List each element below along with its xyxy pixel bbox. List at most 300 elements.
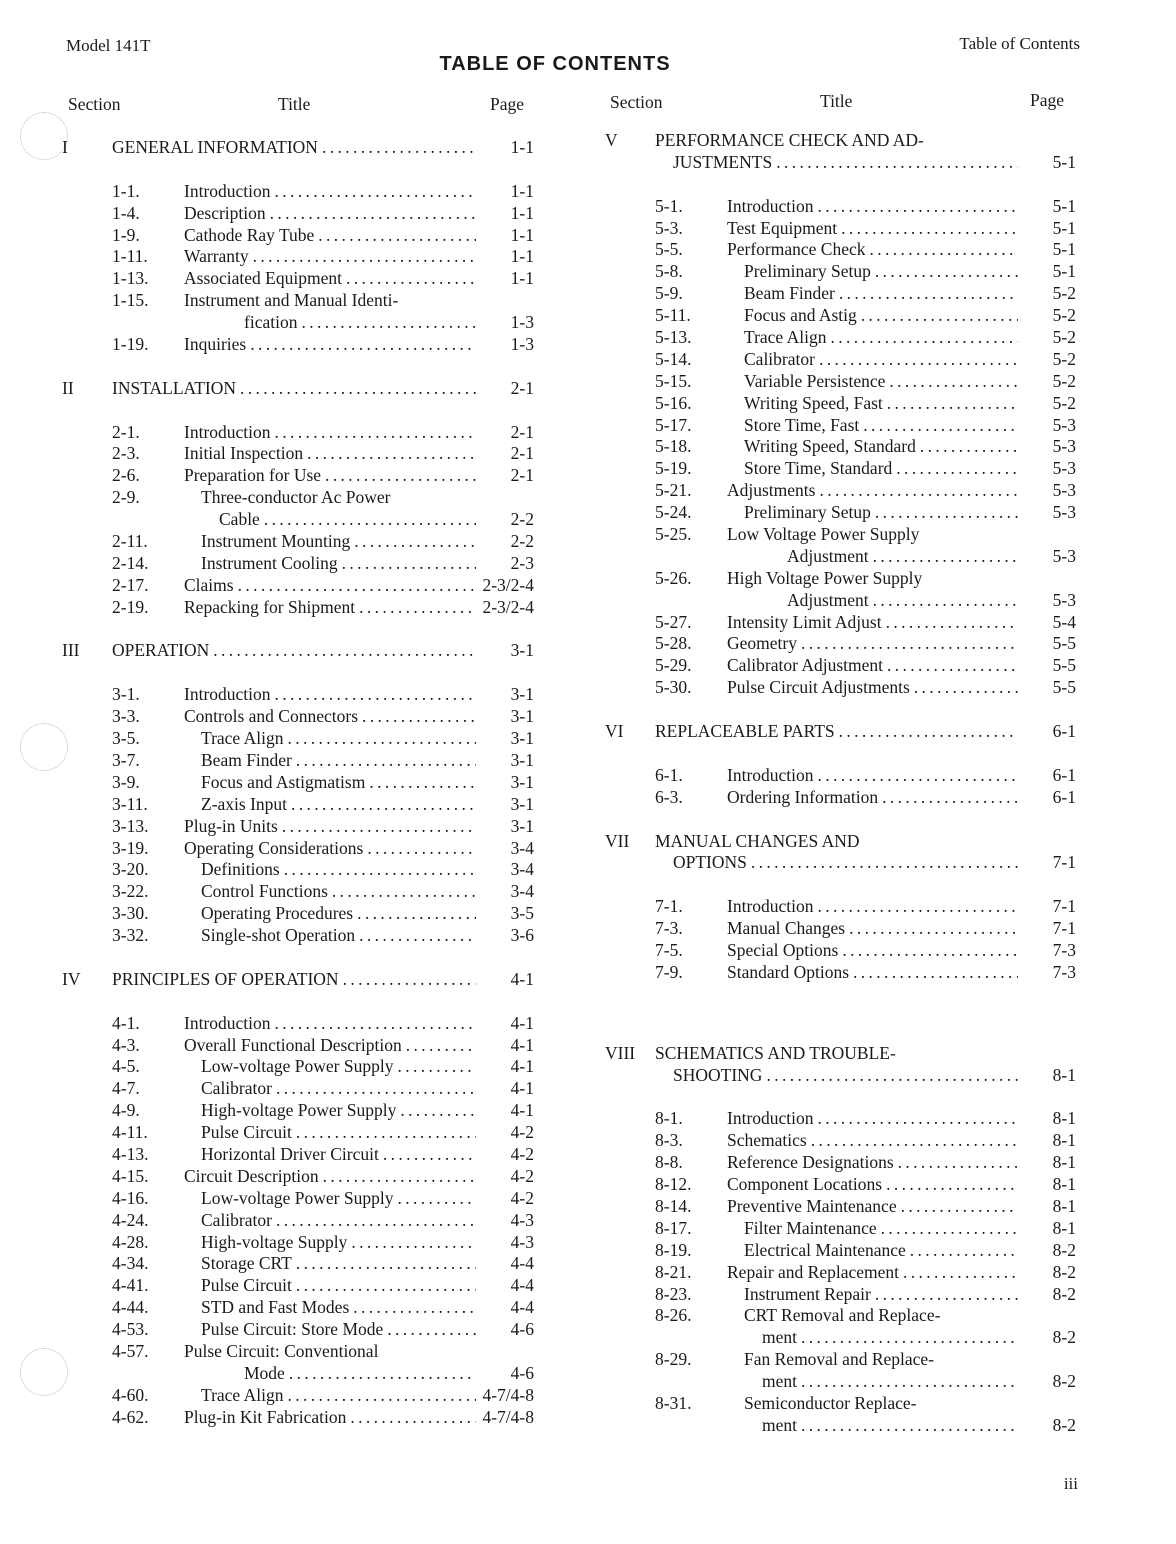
entry-title: Three-conductor Ac Power	[201, 487, 391, 508]
toc-section-group	[62, 969, 534, 1429]
entry-title: STD and Fast Modes	[201, 1297, 350, 1318]
dot-leader	[303, 443, 476, 465]
entry-page: 3-1	[510, 749, 534, 770]
entry-number: 8-12.	[655, 1174, 692, 1195]
dot-leader	[835, 283, 1018, 305]
entry-number: 3-32.	[112, 925, 149, 946]
entry-title: Beam Finder	[744, 283, 835, 304]
entry-number-blank	[655, 1415, 727, 1437]
entry-number: 3-19.	[112, 837, 149, 858]
entry-number: 8-14.	[655, 1195, 692, 1216]
toc-entry	[62, 903, 534, 925]
entry-number-blank	[112, 312, 184, 334]
toc-entry	[605, 1130, 1076, 1152]
dot-leader	[353, 903, 476, 925]
toc-entry	[62, 312, 534, 334]
dot-leader	[871, 502, 1018, 524]
entry-number: 8-23.	[655, 1283, 692, 1304]
toc-entry	[605, 1284, 1076, 1306]
entry-title: JUSTMENTS	[673, 151, 773, 172]
entry-title-wrap	[184, 1341, 476, 1363]
section-entry	[62, 137, 534, 159]
entry-page: 3-1	[510, 815, 534, 836]
entry-number: 3-3.	[112, 706, 140, 727]
toc-section-group	[62, 378, 534, 619]
entry-page-blank	[1018, 831, 1076, 853]
entry-title: Focus and Astig	[744, 305, 857, 326]
entry-title: Introduction	[727, 1108, 814, 1129]
entry-title: Introduction	[727, 195, 814, 216]
column-header-section: Section	[68, 94, 121, 114]
entry-page: 1-1	[510, 268, 534, 289]
entry-number: 5-9.	[655, 283, 683, 304]
entry-page-blank	[1018, 1393, 1076, 1415]
entry-title: Instrument Cooling	[201, 552, 338, 573]
entry-title: Control Functions	[201, 881, 328, 902]
entry-page: 5-5	[1052, 633, 1076, 654]
entry-title-wrap	[184, 1363, 476, 1385]
dot-leader	[355, 597, 476, 619]
entry-number: 5-30.	[655, 677, 692, 698]
toc-entry	[62, 443, 534, 465]
entry-title-wrap	[727, 436, 1018, 458]
toc-entry	[605, 1262, 1076, 1284]
entry-title-wrap	[184, 1407, 476, 1429]
toc-entry	[62, 268, 534, 290]
entry-number: 3-22.	[112, 881, 149, 902]
entry-page: 8-2	[1052, 1239, 1076, 1260]
entry-page: 7-3	[1052, 939, 1076, 960]
dot-leader	[383, 1319, 476, 1341]
entry-number: 8-21.	[655, 1261, 692, 1282]
entry-number: 2-19.	[112, 596, 149, 617]
dot-leader	[797, 1415, 1018, 1437]
entry-page: 4-2	[510, 1187, 534, 1208]
entry-title: Single-shot Operation	[201, 925, 356, 946]
entry-title: Adjustment	[787, 545, 869, 566]
dot-leader	[772, 152, 1018, 174]
entry-title-wrap	[727, 655, 1018, 677]
dot-leader	[234, 575, 476, 597]
toc-entry	[62, 1144, 534, 1166]
dot-leader	[236, 378, 476, 400]
entry-number: I	[62, 137, 68, 157]
entry-number: 4-62.	[112, 1406, 149, 1427]
toc-entry	[605, 612, 1076, 634]
dot-leader	[271, 1013, 476, 1035]
section-entry	[605, 1043, 1076, 1065]
entry-number: II	[62, 377, 74, 398]
entry-number: 4-28.	[112, 1231, 149, 1252]
toc-entry	[605, 1371, 1076, 1393]
entry-page-blank	[1018, 568, 1076, 590]
entry-page: 4-6	[510, 1319, 534, 1340]
entry-page: 8-1	[1052, 1108, 1076, 1129]
dot-leader	[845, 918, 1018, 940]
section-entry	[62, 378, 534, 400]
entry-number: 4-60.	[112, 1384, 149, 1405]
toc-entry	[62, 203, 534, 225]
entry-page: 5-3	[1052, 480, 1076, 501]
entry-page: 5-3	[1052, 589, 1076, 610]
entry-title-wrap	[727, 1415, 1018, 1437]
entry-title-wrap	[184, 575, 476, 597]
entry-title: Pulse Circuit: Conventional	[184, 1340, 379, 1361]
entry-number-blank	[655, 1371, 727, 1393]
entry-title: Repacking for Shipment	[184, 596, 356, 617]
toc-right-column	[605, 130, 1076, 1437]
entry-number-blank	[605, 852, 655, 874]
section-entry	[605, 852, 1076, 874]
entry-title: Low-voltage Power Supply	[201, 1187, 394, 1208]
entry-page: 4-4	[510, 1297, 534, 1318]
dot-leader	[249, 246, 476, 268]
entry-page: 2-1	[510, 377, 534, 398]
toc-entry	[62, 575, 534, 597]
dot-leader	[849, 962, 1018, 984]
dot-leader	[272, 1210, 476, 1232]
entry-page: 5-5	[1052, 655, 1076, 676]
entry-number: 5-8.	[655, 261, 683, 282]
entry-number: 8-29.	[655, 1349, 692, 1370]
entry-number: 4-44.	[112, 1297, 149, 1318]
toc-entry	[605, 633, 1076, 655]
entry-page: 2-3/2-4	[482, 574, 534, 595]
toc-entry	[605, 305, 1076, 327]
binder-hole	[20, 1348, 68, 1396]
entry-title-wrap	[727, 196, 1018, 218]
entry-page-blank	[1018, 1043, 1076, 1065]
entry-page: 5-3	[1052, 414, 1076, 435]
entry-number: 8-26.	[655, 1305, 692, 1326]
entry-title-wrap	[184, 684, 476, 706]
entry-title-wrap	[184, 443, 476, 465]
toc-entry	[62, 816, 534, 838]
dot-leader	[342, 268, 476, 290]
entry-number: 5-15.	[655, 370, 692, 391]
toc-subsection-list	[62, 181, 534, 356]
dot-leader	[347, 1232, 476, 1254]
toc-entry	[62, 706, 534, 728]
entry-title-wrap	[727, 633, 1018, 655]
entry-page: 4-2	[510, 1143, 534, 1164]
section-entry	[605, 152, 1076, 174]
entry-title: ment	[762, 1371, 797, 1392]
toc-entry	[605, 261, 1076, 283]
entry-title: SCHEMATICS AND TROUBLE-	[655, 1042, 896, 1063]
entry-number: 5-18.	[655, 436, 692, 457]
dot-leader	[878, 787, 1018, 809]
entry-title: Manual Changes	[727, 918, 846, 939]
entry-title-wrap	[727, 896, 1018, 918]
toc-entry	[605, 590, 1076, 612]
dot-leader	[897, 1196, 1018, 1218]
entry-number: 4-34.	[112, 1253, 149, 1274]
entry-title-wrap	[727, 1130, 1018, 1152]
dot-leader	[285, 1363, 476, 1385]
toc-entry	[62, 772, 534, 794]
entry-page: 4-1	[510, 968, 534, 989]
toc-entry	[605, 1240, 1076, 1262]
toc-section-group	[605, 831, 1076, 984]
entry-title-wrap	[727, 1349, 1018, 1371]
entry-page-blank	[1018, 1305, 1076, 1327]
entry-number: 2-6.	[112, 465, 140, 486]
entry-title: Trace Align	[201, 1384, 284, 1405]
entry-title: Instrument Mounting	[201, 531, 351, 552]
entry-page: 1-1	[510, 224, 534, 245]
toc-entry	[605, 1393, 1076, 1415]
entry-number: 4-3.	[112, 1034, 140, 1055]
entry-title-wrap	[184, 925, 476, 947]
toc-entry	[605, 349, 1076, 371]
toc-entry	[605, 327, 1076, 349]
dot-leader	[272, 1078, 476, 1100]
entry-page: 8-1	[1052, 1064, 1076, 1085]
entry-title: Trace Align	[744, 327, 827, 348]
toc-entry	[605, 458, 1076, 480]
dot-leader	[882, 612, 1018, 634]
dot-leader	[365, 772, 476, 794]
entry-title: Overall Functional Description	[184, 1034, 402, 1055]
entry-page: 7-1	[1052, 918, 1076, 939]
toc-entry	[62, 1078, 534, 1100]
entry-page: 5-2	[1052, 392, 1076, 413]
entry-page: 4-1	[510, 1100, 534, 1121]
entry-title: ment	[762, 1327, 797, 1348]
entry-title-wrap	[184, 794, 476, 816]
entry-title: Introduction	[184, 180, 271, 201]
entry-title: Warranty	[184, 246, 249, 267]
dot-leader	[266, 203, 476, 225]
dot-leader	[762, 1065, 1018, 1087]
dot-leader	[838, 940, 1018, 962]
entry-page: 3-4	[510, 837, 534, 858]
toc-entry	[62, 1297, 534, 1319]
entry-title: Controls and Connectors	[184, 706, 359, 727]
entry-number: 4-41.	[112, 1275, 149, 1296]
page-title: TABLE OF CONTENTS	[439, 53, 671, 75]
entry-page: 8-2	[1052, 1371, 1076, 1392]
entry-title-wrap	[184, 1122, 476, 1144]
entry-title-wrap	[184, 290, 476, 312]
entry-title-wrap	[184, 1166, 476, 1188]
toc-subsection-list	[605, 765, 1076, 809]
toc-entry	[62, 1319, 534, 1341]
page-number: iii	[1063, 1474, 1078, 1493]
dot-leader	[393, 1188, 476, 1210]
entry-title: CRT Removal and Replace-	[744, 1305, 941, 1326]
entry-number: 8-17.	[655, 1217, 692, 1238]
toc-entry	[62, 1232, 534, 1254]
entry-title: Standard Options	[727, 961, 850, 982]
binder-hole	[20, 723, 68, 771]
entry-title-wrap	[184, 203, 476, 225]
dot-leader	[260, 509, 476, 531]
entry-title-wrap	[727, 590, 1018, 612]
entry-page: 5-1	[1052, 239, 1076, 260]
dot-leader	[318, 137, 476, 159]
dot-leader	[797, 1371, 1018, 1393]
entry-title: Adjustment	[787, 589, 869, 610]
entry-title: Plug-in Units	[184, 815, 278, 836]
entry-page: 2-1	[510, 443, 534, 464]
entry-number: 5-19.	[655, 458, 692, 479]
section-entry	[605, 831, 1076, 853]
entry-title-wrap	[727, 239, 1018, 261]
entry-title-wrap	[727, 1284, 1018, 1306]
toc-entry	[605, 371, 1076, 393]
dot-leader	[271, 181, 476, 203]
entry-title-wrap	[184, 1035, 476, 1057]
entry-number: 5-25.	[655, 524, 692, 545]
column-header-title: Title	[820, 91, 853, 111]
toc-entry	[62, 728, 534, 750]
entry-title: Horizontal Driver Circuit	[201, 1143, 379, 1164]
entry-number: 5-11.	[655, 305, 691, 326]
dot-leader	[869, 546, 1018, 568]
entry-title-wrap	[727, 1393, 1018, 1415]
entry-title: Reference Designations	[727, 1152, 894, 1173]
entry-number: 1-13.	[112, 268, 149, 289]
section-entry	[605, 721, 1076, 743]
entry-number: 5-5.	[655, 239, 683, 260]
entry-page: 3-1	[510, 706, 534, 727]
toc-entry	[62, 465, 534, 487]
dot-leader	[883, 655, 1018, 677]
entry-title-wrap	[727, 546, 1018, 568]
entry-title-wrap	[727, 1305, 1018, 1327]
entry-title-wrap	[184, 1144, 476, 1166]
toc-entry	[62, 1122, 534, 1144]
dot-leader	[283, 1385, 476, 1407]
entry-page: 4-1	[510, 1012, 534, 1033]
entry-title-wrap	[184, 422, 476, 444]
toc-entry	[62, 531, 534, 553]
dot-leader	[292, 1275, 476, 1297]
dot-leader	[363, 838, 476, 860]
entry-title: INSTALLATION	[112, 377, 236, 398]
toc-subsection-list	[605, 1108, 1076, 1436]
toc-entry	[62, 1253, 534, 1275]
entry-title-wrap	[184, 1056, 476, 1078]
entry-page: 3-4	[510, 881, 534, 902]
entry-title: Semiconductor Replace-	[744, 1392, 917, 1413]
entry-number: 5-26.	[655, 567, 692, 588]
entry-page-blank	[476, 290, 534, 312]
toc-entry	[605, 1152, 1076, 1174]
toc-entry	[605, 239, 1076, 261]
entry-number: V	[605, 130, 618, 150]
entry-title: High-voltage Power Supply	[201, 1100, 397, 1121]
entry-page: 2-2	[510, 531, 534, 552]
toc-entry	[62, 1100, 534, 1122]
entry-number: 5-13.	[655, 327, 692, 348]
entry-title-wrap	[184, 1253, 476, 1275]
entry-number: 5-21.	[655, 480, 692, 501]
entry-page: 4-1	[510, 1034, 534, 1055]
entry-title-wrap	[727, 218, 1018, 240]
entry-page: 8-2	[1052, 1327, 1076, 1348]
dot-leader	[869, 590, 1018, 612]
entry-title-wrap	[655, 130, 1018, 152]
entry-title: Beam Finder	[201, 749, 292, 770]
entry-title: REPLACEABLE PARTS	[655, 721, 835, 742]
entry-title-wrap	[727, 502, 1018, 524]
entry-page: 8-1	[1052, 1174, 1076, 1195]
toc-entry	[62, 1341, 534, 1363]
entry-number: 4-1.	[112, 1012, 140, 1033]
entry-title-wrap	[184, 1100, 476, 1122]
entry-title-wrap	[184, 772, 476, 794]
entry-title: Inquiries	[184, 334, 247, 355]
entry-page: 3-1	[510, 793, 534, 814]
entry-number: 8-8.	[655, 1152, 683, 1173]
dot-leader	[246, 334, 476, 356]
dot-leader	[814, 765, 1018, 787]
entry-page: 4-7/4-8	[482, 1406, 534, 1427]
entry-page: 8-2	[1052, 1261, 1076, 1282]
dot-leader	[321, 465, 476, 487]
toc-entry	[62, 487, 534, 509]
toc-entry	[62, 181, 534, 203]
entry-page-blank	[1018, 130, 1076, 152]
dot-leader	[797, 633, 1018, 655]
entry-page: 5-2	[1052, 327, 1076, 348]
entry-title: Calibrator	[201, 1078, 272, 1099]
entry-title: Ordering Information	[727, 786, 879, 807]
dot-leader	[815, 480, 1018, 502]
entry-title: Pulse Circuit Adjustments	[727, 677, 910, 698]
column-header-section: Section	[610, 92, 663, 112]
entry-title: Pulse Circuit: Store Mode	[201, 1319, 384, 1340]
model-header: Model 141T	[66, 36, 151, 55]
entry-title-wrap	[184, 838, 476, 860]
toc-entry	[62, 838, 534, 860]
toc-entry	[62, 1166, 534, 1188]
toc-entry	[62, 422, 534, 444]
toc-entry	[605, 918, 1076, 940]
toc-entry	[62, 334, 534, 356]
entry-title: Adjustments	[727, 480, 816, 501]
entry-number-blank	[605, 152, 655, 174]
entry-title-wrap	[184, 1210, 476, 1232]
dot-leader	[350, 531, 476, 553]
entry-number: 4-15.	[112, 1165, 149, 1186]
entry-title: Cable	[219, 509, 260, 530]
entry-number: 3-11.	[112, 793, 148, 814]
entry-number: 4-24.	[112, 1209, 149, 1230]
entry-number: VI	[605, 721, 624, 742]
toc-subsection-list	[605, 896, 1076, 984]
entry-title-wrap	[727, 305, 1018, 327]
entry-number: 7-5.	[655, 939, 683, 960]
entry-title-wrap	[184, 312, 476, 334]
toc-entry	[62, 246, 534, 268]
toc-entry	[605, 1196, 1076, 1218]
entry-number: 2-17.	[112, 574, 149, 595]
toc-entry	[605, 568, 1076, 590]
entry-number: 8-31.	[655, 1392, 692, 1413]
entry-title: Writing Speed, Fast	[744, 392, 883, 413]
dot-leader	[339, 969, 476, 991]
entry-title-wrap	[184, 531, 476, 553]
toc-entry	[605, 196, 1076, 218]
entry-page: 3-1	[510, 771, 534, 792]
entry-number: 4-13.	[112, 1143, 149, 1164]
dot-leader	[349, 1297, 476, 1319]
entry-page-blank	[476, 487, 534, 509]
